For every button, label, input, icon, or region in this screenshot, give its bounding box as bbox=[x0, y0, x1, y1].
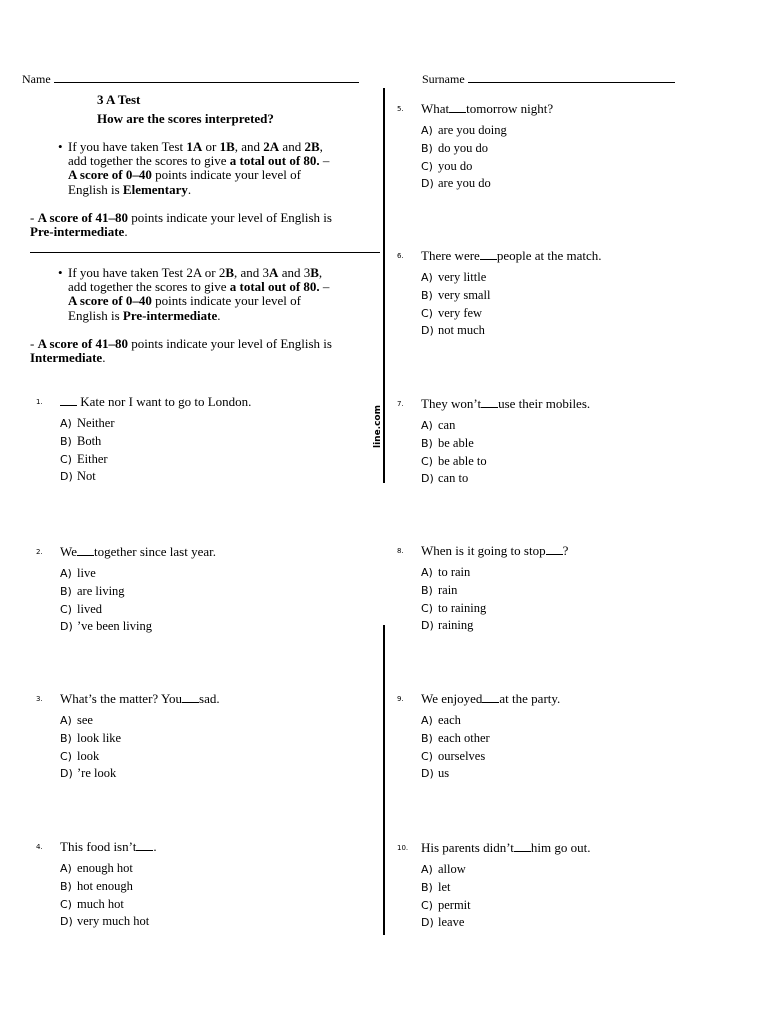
option-text: be able bbox=[438, 435, 474, 450]
option-text: hot enough bbox=[77, 878, 133, 893]
surname-input-line[interactable] bbox=[468, 71, 675, 83]
question-text: We enjoyed at the party. bbox=[421, 691, 561, 706]
answer-option[interactable] bbox=[60, 433, 360, 451]
option-letter: B) bbox=[421, 583, 433, 597]
option-text: do you do bbox=[438, 140, 488, 155]
option-text: Neither bbox=[77, 416, 115, 430]
option-letter: D) bbox=[60, 620, 73, 634]
answer-option[interactable] bbox=[421, 730, 721, 748]
answer-option[interactable] bbox=[421, 322, 721, 340]
answer-option[interactable] bbox=[421, 122, 721, 140]
option-text: are living bbox=[77, 583, 125, 598]
answer-option[interactable] bbox=[421, 765, 721, 783]
answer-option[interactable] bbox=[421, 617, 721, 635]
question-text: What tomorrow night? bbox=[421, 101, 554, 116]
option-text: look bbox=[77, 748, 100, 763]
column-divider-top bbox=[383, 88, 385, 483]
answer-option[interactable] bbox=[421, 453, 721, 471]
answer-option[interactable] bbox=[421, 879, 721, 897]
answer-options bbox=[421, 712, 721, 783]
answer-option[interactable] bbox=[60, 468, 360, 486]
answer-options bbox=[421, 564, 721, 635]
answer-option[interactable] bbox=[421, 417, 721, 435]
option-text: can bbox=[438, 418, 456, 432]
option-letter: C) bbox=[421, 601, 433, 615]
question-8 bbox=[397, 543, 721, 635]
option-letter: B) bbox=[421, 436, 433, 450]
option-letter: C) bbox=[421, 159, 433, 173]
option-text: Both bbox=[77, 433, 102, 448]
option-letter: C) bbox=[421, 898, 433, 912]
question-number: 6. bbox=[397, 252, 404, 260]
option-text: very few bbox=[438, 305, 483, 320]
option-letter: C) bbox=[60, 602, 72, 616]
test-subtitle: How are the scores interpreted? bbox=[97, 111, 274, 126]
question-text: His parents didn’t him go out. bbox=[421, 840, 591, 855]
option-letter: A) bbox=[421, 863, 433, 876]
answer-options bbox=[421, 122, 721, 193]
option-text: ourselves bbox=[438, 748, 486, 763]
answer-option[interactable] bbox=[60, 878, 360, 896]
answer-option[interactable] bbox=[421, 914, 721, 932]
answer-options bbox=[60, 565, 360, 636]
option-text: lived bbox=[77, 601, 102, 616]
answer-blank[interactable] bbox=[77, 545, 94, 556]
option-text: enough hot bbox=[77, 861, 133, 875]
name-label: Name bbox=[22, 72, 51, 86]
option-letter: B) bbox=[421, 288, 433, 302]
answer-blank[interactable] bbox=[60, 395, 77, 406]
option-letter: B) bbox=[60, 434, 72, 448]
question-number: 1. bbox=[36, 398, 43, 406]
option-text: Not bbox=[77, 469, 96, 484]
answer-option[interactable] bbox=[421, 158, 721, 176]
option-text: each other bbox=[438, 730, 490, 745]
answer-option[interactable] bbox=[421, 470, 721, 488]
surname-label: Surname bbox=[422, 72, 465, 86]
answer-options bbox=[60, 415, 360, 486]
answer-option[interactable] bbox=[421, 712, 721, 730]
option-letter: D) bbox=[421, 916, 434, 930]
answer-option[interactable] bbox=[60, 896, 360, 914]
surname-field bbox=[422, 71, 675, 87]
option-letter: B) bbox=[421, 731, 433, 745]
question-number: 3. bbox=[36, 695, 43, 703]
option-letter: B) bbox=[421, 141, 433, 155]
option-text: not much bbox=[438, 323, 485, 338]
option-text: very small bbox=[438, 287, 491, 302]
option-letter: C) bbox=[60, 897, 72, 911]
answer-option[interactable] bbox=[421, 861, 721, 879]
option-text: to rain bbox=[438, 565, 471, 579]
question-text: This food isn’t . bbox=[60, 839, 157, 854]
answer-option[interactable] bbox=[60, 565, 360, 583]
question-text: There were people at the match. bbox=[421, 248, 602, 263]
answer-option[interactable] bbox=[60, 730, 360, 748]
answer-option[interactable] bbox=[421, 287, 721, 305]
option-letter: A) bbox=[421, 271, 433, 284]
question-text: Kate nor I want to go to London. bbox=[60, 394, 360, 409]
scoring-block-2: • If you have taken Test 2A or 2B, and 3A and 3B, add together the scores to give a total out of 80. – A score of 0–40 points indicate your level of English is Pre-intermediate. bbox=[58, 265, 330, 323]
question-5 bbox=[397, 101, 721, 193]
option-text: ’ve been living bbox=[77, 619, 152, 634]
answer-option[interactable] bbox=[60, 748, 360, 766]
option-letter: A) bbox=[60, 862, 72, 875]
question-3 bbox=[36, 691, 360, 783]
question-text: When is it going to stop ? bbox=[421, 543, 569, 558]
test-title: 3 A Test bbox=[97, 92, 141, 107]
answer-option[interactable] bbox=[421, 269, 721, 287]
question-number: 9. bbox=[397, 695, 404, 703]
option-letter: A) bbox=[60, 567, 72, 580]
option-text: permit bbox=[438, 897, 471, 912]
option-letter: D) bbox=[60, 767, 73, 781]
option-letter: B) bbox=[60, 879, 72, 893]
scoring-block-1: • If you have taken Test 1A or 1B, and 2A and 2B, add together the scores to give a total out of 80. – A score of 0–40 points indicate your level of English is Elementary. bbox=[58, 139, 330, 197]
option-text: very much hot bbox=[77, 914, 150, 929]
option-text: very little bbox=[438, 270, 487, 284]
option-text: can to bbox=[438, 471, 469, 486]
answer-options bbox=[60, 712, 360, 783]
option-letter: D) bbox=[421, 472, 434, 486]
option-text: allow bbox=[438, 862, 466, 876]
option-text: you do bbox=[438, 158, 473, 173]
option-text: let bbox=[438, 879, 451, 894]
answer-option[interactable] bbox=[60, 451, 360, 469]
question-number: 8. bbox=[397, 547, 404, 555]
option-text: us bbox=[438, 766, 450, 781]
answer-option[interactable] bbox=[60, 860, 360, 878]
question-text: What’s the matter? You sad. bbox=[60, 691, 220, 706]
answer-option[interactable] bbox=[421, 175, 721, 193]
option-text: ’re look bbox=[77, 766, 117, 781]
answer-option[interactable] bbox=[421, 582, 721, 600]
option-letter: D) bbox=[60, 470, 73, 484]
answer-blank[interactable] bbox=[482, 692, 499, 703]
answer-blank[interactable] bbox=[514, 841, 531, 852]
option-text: are you do bbox=[438, 176, 491, 191]
option-letter: D) bbox=[421, 324, 434, 338]
answer-option[interactable] bbox=[60, 583, 360, 601]
option-text: live bbox=[77, 566, 96, 580]
option-letter: A) bbox=[421, 419, 433, 432]
question-10 bbox=[397, 840, 721, 932]
answer-options bbox=[60, 860, 360, 931]
answer-option[interactable] bbox=[60, 712, 360, 730]
name-input-line[interactable] bbox=[54, 71, 359, 83]
answer-option[interactable] bbox=[421, 305, 721, 323]
answer-option[interactable] bbox=[60, 601, 360, 619]
question-number: 10. bbox=[397, 844, 409, 852]
answer-blank[interactable] bbox=[480, 249, 497, 260]
option-letter: C) bbox=[421, 454, 433, 468]
answer-option[interactable] bbox=[60, 765, 360, 783]
name-field bbox=[22, 71, 359, 87]
answer-blank[interactable] bbox=[182, 692, 199, 703]
option-text: look like bbox=[77, 730, 122, 745]
option-text: see bbox=[77, 713, 93, 727]
side-watermark: line.com bbox=[373, 405, 383, 448]
option-text: rain bbox=[438, 582, 458, 597]
answer-option[interactable] bbox=[60, 913, 360, 931]
option-text: Either bbox=[77, 451, 108, 466]
question-6 bbox=[397, 248, 721, 340]
option-letter: A) bbox=[421, 124, 433, 137]
column-divider-bottom bbox=[383, 625, 385, 935]
question-2 bbox=[36, 544, 360, 636]
question-text: We together since last year. bbox=[60, 544, 217, 559]
question-text: They won’t use their mobiles. bbox=[421, 396, 591, 411]
option-letter: B) bbox=[421, 880, 433, 894]
option-text: are you doing bbox=[438, 123, 507, 137]
option-text: be able to bbox=[438, 453, 487, 468]
answer-blank[interactable] bbox=[546, 544, 563, 555]
question-number: 2. bbox=[36, 548, 43, 556]
score-rule-2: - A score of 41–80 points indicate your level of English is Intermediate. bbox=[30, 336, 332, 366]
option-letter: B) bbox=[60, 584, 72, 598]
option-letter: C) bbox=[421, 306, 433, 320]
question-number: 4. bbox=[36, 843, 43, 851]
option-letter: D) bbox=[421, 177, 434, 191]
question-number: 5. bbox=[397, 105, 404, 113]
option-letter: C) bbox=[421, 749, 433, 763]
answer-option[interactable] bbox=[421, 140, 721, 158]
option-text: leave bbox=[438, 915, 465, 930]
answer-option[interactable] bbox=[60, 415, 360, 433]
answer-option[interactable] bbox=[421, 564, 721, 582]
answer-blank[interactable] bbox=[136, 840, 153, 851]
answer-blank[interactable] bbox=[449, 102, 466, 113]
answer-options bbox=[421, 861, 721, 932]
question-7 bbox=[397, 396, 721, 488]
option-letter: A) bbox=[421, 714, 433, 727]
score-rule-1: - A score of 41–80 points indicate your level of English is Pre-intermediate. bbox=[30, 210, 332, 240]
question-number: 7. bbox=[397, 400, 404, 408]
option-text: each bbox=[438, 713, 461, 727]
answer-option[interactable] bbox=[421, 748, 721, 766]
option-letter: C) bbox=[60, 749, 72, 763]
option-letter: A) bbox=[60, 417, 72, 430]
answer-option[interactable] bbox=[60, 618, 360, 636]
answer-blank[interactable] bbox=[481, 397, 498, 408]
answer-option[interactable] bbox=[421, 600, 721, 618]
question-9 bbox=[397, 691, 721, 783]
option-text: much hot bbox=[77, 896, 124, 911]
answer-option[interactable] bbox=[421, 897, 721, 915]
option-letter: C) bbox=[60, 452, 72, 466]
option-letter: D) bbox=[421, 619, 434, 633]
answer-options bbox=[421, 269, 721, 340]
option-letter: D) bbox=[60, 915, 73, 929]
option-letter: B) bbox=[60, 731, 72, 745]
answer-option[interactable] bbox=[421, 435, 721, 453]
option-letter: D) bbox=[421, 767, 434, 781]
option-text: raining bbox=[438, 618, 474, 633]
option-text: to raining bbox=[438, 600, 487, 615]
question-4 bbox=[36, 839, 360, 931]
answer-options bbox=[421, 417, 721, 488]
section-separator bbox=[30, 252, 380, 253]
option-letter: A) bbox=[421, 566, 433, 579]
option-letter: A) bbox=[60, 714, 72, 727]
question-1 bbox=[36, 394, 360, 486]
